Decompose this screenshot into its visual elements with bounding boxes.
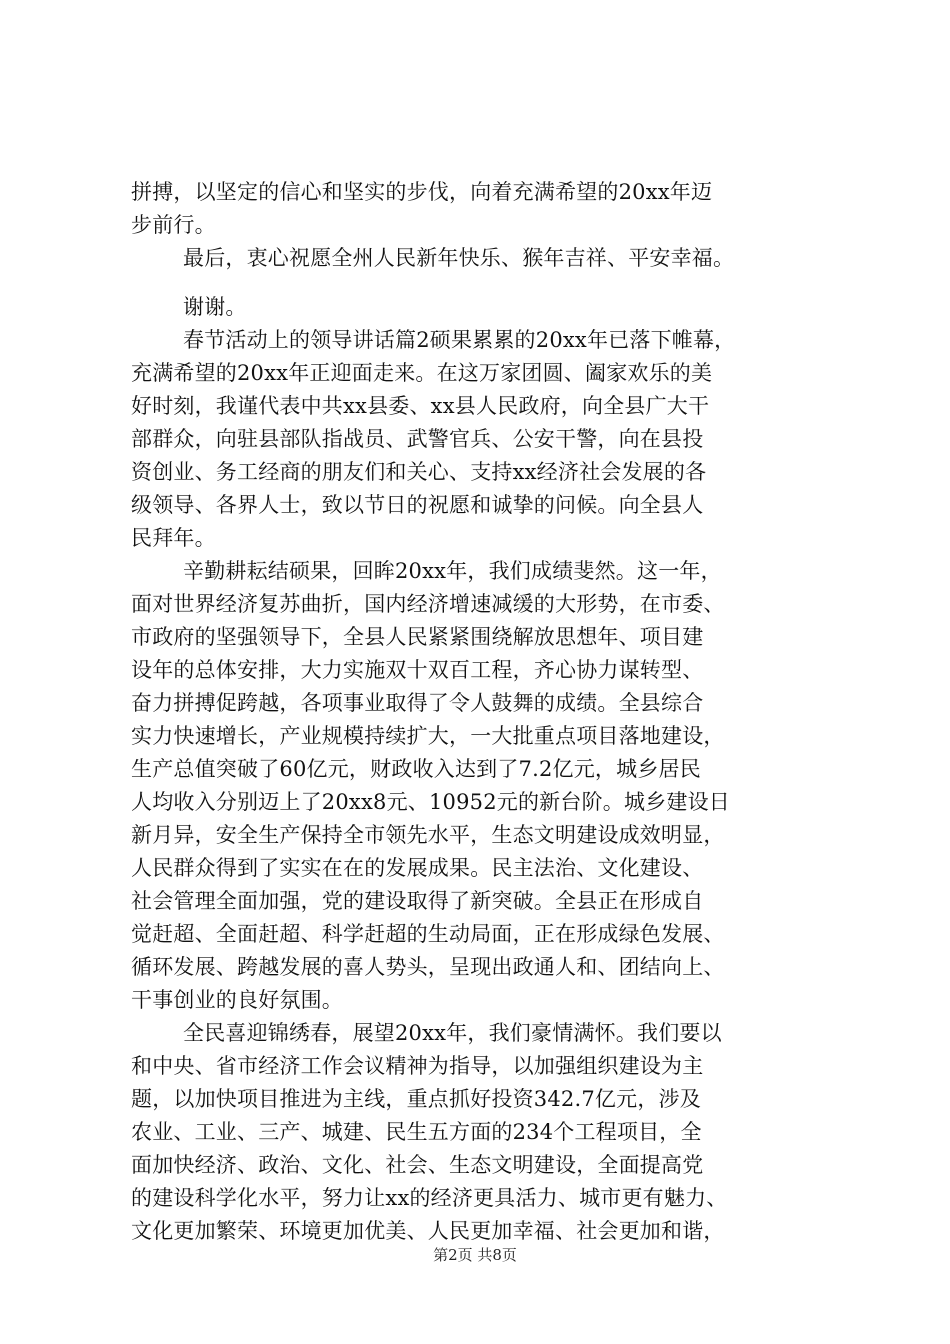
paragraph-blessing	[131, 242, 843, 275]
paragraph-closing-continuation	[131, 176, 843, 242]
text-line: 干事创业的良好氛围。	[131, 988, 343, 1012]
text-line: 最后，衷心祝愿全州人民新年快乐、猴年吉祥、平安幸福。	[183, 246, 735, 270]
text-line: 拼搏，以坚定的信心和坚实的步伐，向着充满希望的20xx年迈	[131, 180, 713, 204]
text-line: 步前行。	[131, 213, 216, 237]
paragraph-outlook	[131, 1017, 843, 1248]
text-line: 面加快经济、政治、文化、社会、生态文明建设，全面提高党	[131, 1153, 704, 1177]
text-line: 面对世界经济复苏曲折，国内经济增速减缓的大形势，在市委、	[131, 592, 725, 616]
text-line: 奋力拼搏促跨越，各项事业取得了令人鼓舞的成绩。全县综合	[131, 691, 704, 715]
text-line: 资创业、务工经商的朋友们和关心、支持xx经济社会发展的各	[131, 460, 707, 484]
text-line: 农业、工业、三产、城建、民生五方面的234个工程项目，全	[131, 1120, 702, 1144]
text-line: 的建设科学化水平，努力让xx的经济更具活力、城市更有魅力、	[131, 1186, 728, 1210]
text-line: 辛勤耕耘结硕果，回眸20xx年，我们成绩斐然。这一年，	[183, 559, 722, 583]
text-line: 觉赶超、全面赶超、科学赶超的生动局面，正在形成绿色发展、	[131, 922, 725, 946]
document-body	[131, 176, 843, 1248]
text-line: 和中央、省市经济工作会议精神为指导，以加强组织建设为主	[131, 1054, 704, 1078]
text-line: 部群众，向驻县部队指战员、武警官兵、公安干警，向在县投	[131, 427, 704, 451]
text-line: 社会管理全面加强，党的建设取得了新突破。全县正在形成自	[131, 889, 704, 913]
text-line: 新月异，安全生产保持全市领先水平，生态文明建设成效明显，	[131, 823, 725, 847]
paragraph-thanks	[131, 291, 843, 324]
text-line: 民拜年。	[131, 526, 216, 550]
text-line: 循环发展、跨越发展的喜人势头，呈现出政通人和、团结向上、	[131, 955, 725, 979]
text-line: 实力快速增长，产业规模持续扩大，一大批重点项目落地建设，	[131, 724, 725, 748]
text-line: 生产总值突破了60亿元，财政收入达到了7.2亿元，城乡居民	[131, 757, 701, 781]
paragraph-gap	[131, 275, 843, 291]
text-line: 市政府的坚强领导下，全县人民紧紧围绕解放思想年、项目建	[131, 625, 704, 649]
text-line: 人民群众得到了实实在在的发展成果。民主法治、文化建设、	[131, 856, 704, 880]
paragraph-achievements	[131, 555, 843, 1017]
page-number-footer: 第2页 共8页	[433, 1246, 517, 1264]
paragraph-speech-intro	[131, 324, 843, 555]
text-line: 设年的总体安排，大力实施双十双百工程，齐心协力谋转型、	[131, 658, 704, 682]
text-line: 全民喜迎锦绣春，展望20xx年，我们豪情满怀。我们要以	[183, 1021, 722, 1045]
text-line: 级领导、各界人士，致以节日的祝愿和诚挚的问候。向全县人	[131, 493, 704, 517]
text-line: 充满希望的20xx年正迎面走来。在这万家团圆、阖家欢乐的美	[131, 361, 713, 385]
text-line: 人均收入分别迈上了20xx8元、10952元的新台阶。城乡建设日	[131, 790, 730, 814]
text-line: 文化更加繁荣、环境更加优美、人民更加幸福、社会更加和谐，	[131, 1219, 725, 1243]
text-line: 谢谢。	[183, 295, 247, 319]
text-line: 好时刻，我谨代表中共xx县委、xx县人民政府，向全县广大干	[131, 394, 710, 418]
text-line: 春节活动上的领导讲话篇2硕果累累的20xx年已落下帷幕，	[183, 328, 736, 352]
text-line: 题，以加快项目推进为主线，重点抓好投资342.7亿元，涉及	[131, 1087, 701, 1111]
